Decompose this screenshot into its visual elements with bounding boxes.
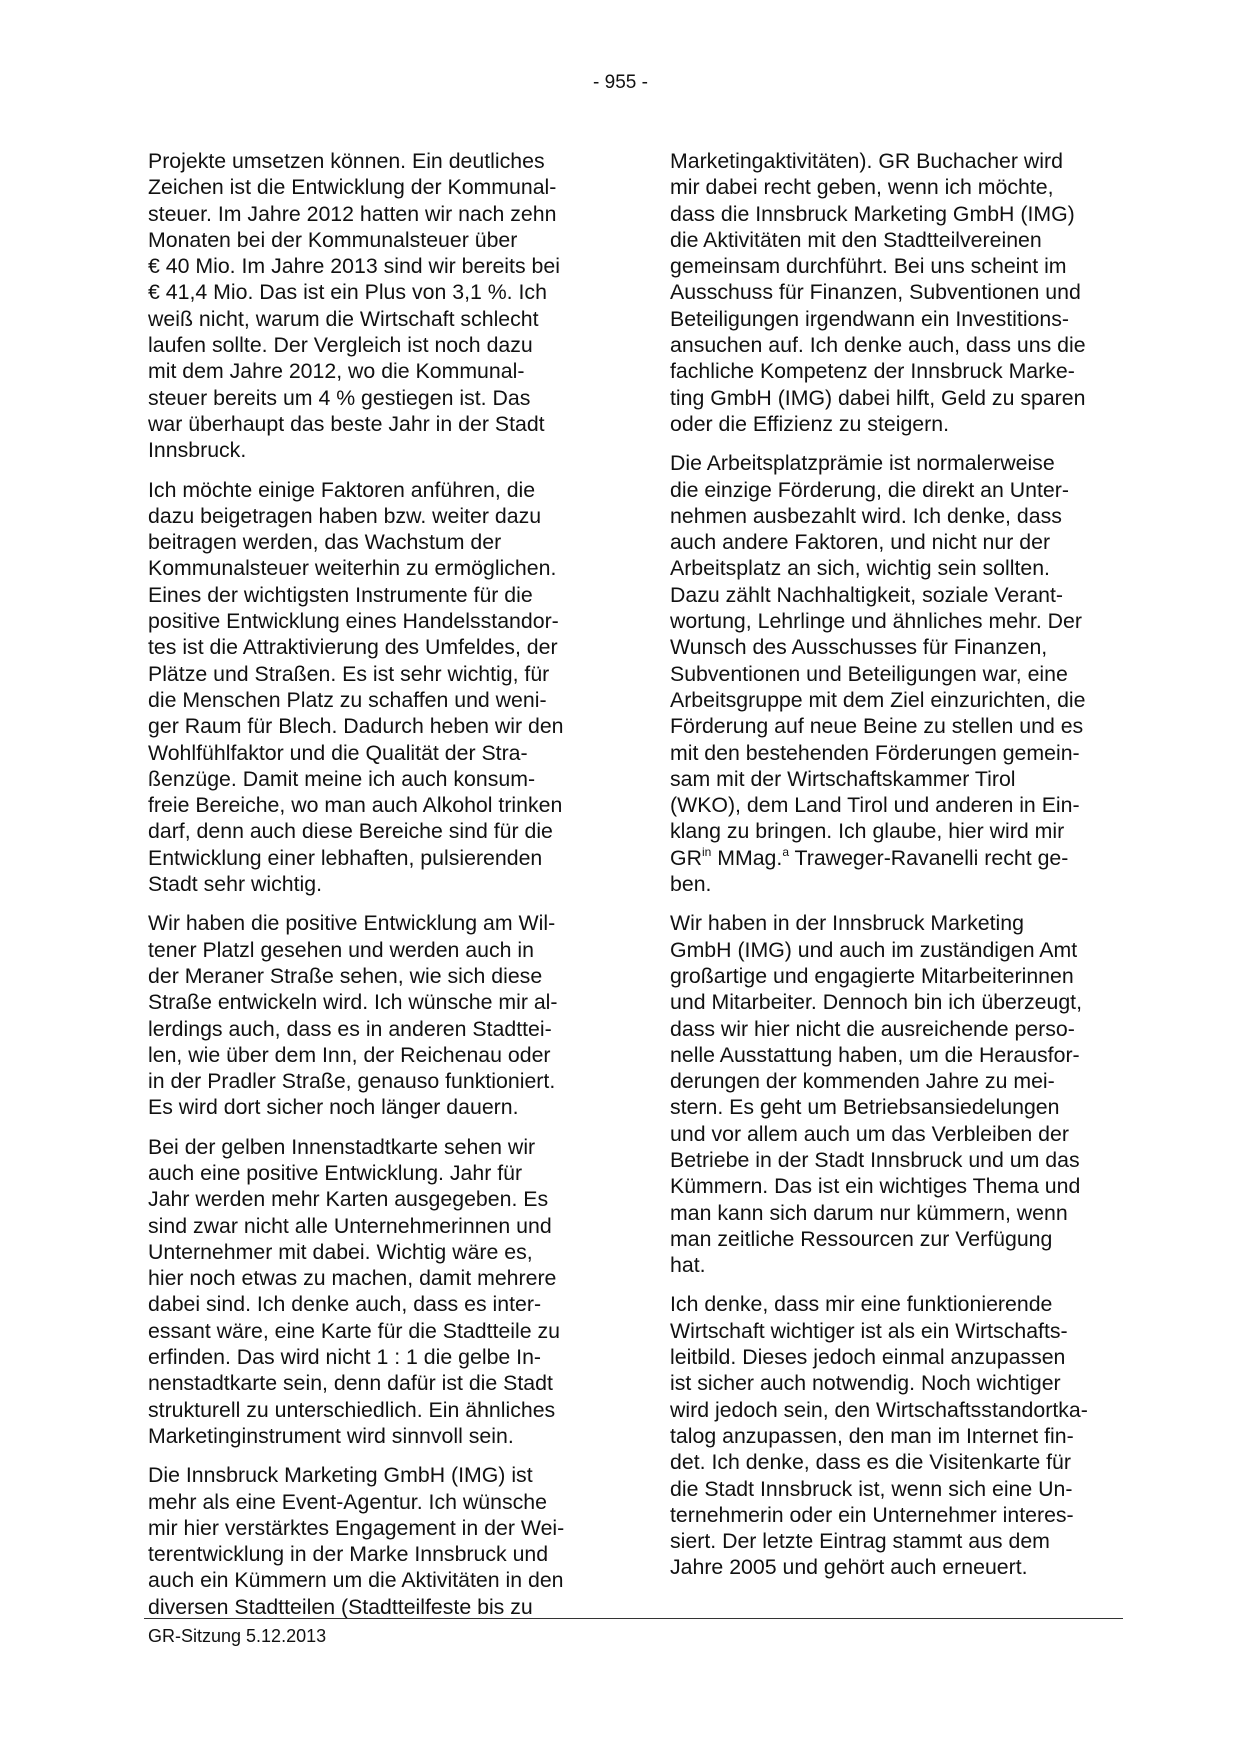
text-line: Wohlfühlfaktor und die Qualität der Stra-	[148, 740, 528, 765]
text-line: man zeitliche Ressourcen zur Verfügung	[670, 1226, 1053, 1251]
text-line: Arbeitsgruppe mit dem Ziel einzurichten, die	[670, 687, 1086, 712]
text-line: Wir haben die positive Entwicklung am Wil-	[148, 911, 556, 936]
text-line: talog anzupassen, den man im Internet fin-	[670, 1423, 1074, 1448]
text-line: Subventionen und Beteiligungen war, eine	[670, 661, 1068, 686]
text-line: mit den bestehenden Förderungen gemein-	[670, 740, 1080, 765]
text-line: und Mitarbeiter. Dennoch bin ich überzeugt,	[670, 990, 1082, 1015]
paragraph-4	[148, 1134, 600, 1450]
text-line: ansuchen auf. Ich denke auch, dass uns die	[670, 333, 1086, 358]
text-line: ßenzüge. Damit meine ich auch konsum-	[148, 766, 536, 791]
text-line: dabei sind. Ich denke auch, dass es inter-	[148, 1292, 542, 1317]
text-line: die Menschen Platz zu schaffen und weni-	[148, 687, 547, 712]
text-line: derungen der kommenden Jahre zu mei-	[670, 1069, 1055, 1094]
text-line: Die Innsbruck Marketing GmbH (IMG) ist	[148, 1463, 533, 1488]
page-number: - 955 -	[593, 72, 648, 93]
text-line: Es wird dort sicher noch länger dauern.	[148, 1095, 519, 1120]
text-line: Beteiligungen irgendwann ein Investitions-	[670, 306, 1069, 331]
text-line: Ich denke, dass mir eine funktionierende	[670, 1292, 1053, 1317]
paragraph-1	[148, 148, 600, 464]
text-line: Wir haben in der Innsbruck Marketing	[670, 911, 1024, 936]
superscript: a	[782, 844, 789, 859]
text-line: Ich möchte einige Faktoren anführen, die	[148, 477, 536, 502]
text-line: tener Platzl gesehen und werden auch in	[148, 937, 534, 962]
text-line: mir hier verstärktes Engagement in der Wei-	[148, 1515, 565, 1540]
text-line: positive Entwicklung eines Handelsstandor-	[148, 609, 559, 634]
text-line: dazu beigetragen haben bzw. weiter dazu	[148, 503, 542, 528]
text-line: Dazu zählt Nachhaltigkeit, soziale Verant-	[670, 582, 1064, 607]
text-line: die einzige Förderung, die direkt an Unter-	[670, 477, 1069, 502]
text-line: freie Bereiche, wo man auch Alkohol trinken	[148, 793, 563, 818]
text-line: lerdings auch, dass es in anderen Stadttei-	[148, 1016, 552, 1041]
text-line: Bei der gelben Innenstadtkarte sehen wir	[148, 1134, 536, 1159]
text-line: Entwicklung einer lebhaften, pulsierenden	[148, 845, 543, 870]
text-line: Kümmern. Das ist ein wichtiges Thema und	[670, 1174, 1081, 1199]
text-line: Innsbruck.	[148, 438, 247, 463]
text-line: nelle Ausstattung haben, um die Herausfor-	[670, 1042, 1080, 1067]
text-line: in der Pradler Straße, genauso funktioniert.	[148, 1069, 556, 1094]
text-line: stern. Es geht um Betriebsansiedelungen	[670, 1095, 1060, 1120]
text-line: steuer. Im Jahre 2012 hatten wir nach zehn	[148, 201, 557, 226]
text-line: siert. Der letzte Eintrag stammt aus dem	[670, 1529, 1050, 1554]
text-line: beitragen werden, das Wachstum der	[148, 530, 502, 555]
text-line: mir dabei recht geben, wenn ich möchte,	[670, 175, 1054, 200]
text-line: Stadt sehr wichtig.	[148, 872, 323, 897]
paragraph-8	[670, 910, 1122, 1278]
text-line: ting GmbH (IMG) dabei hilft, Geld zu sparen	[670, 385, 1086, 410]
text-line: Wirtschaft wichtiger ist als ein Wirtschafts-	[670, 1318, 1068, 1343]
text-line: darf, denn auch diese Bereiche sind für die	[148, 819, 553, 844]
text-line: GmbH (IMG) und auch im zuständigen Amt	[670, 937, 1078, 962]
text-line: Ausschuss für Finanzen, Subventionen und	[670, 280, 1081, 305]
text-line: len, wie über dem Inn, der Reichenau oder	[148, 1042, 551, 1067]
text-line: diversen Stadtteilen (Stadtteilfeste bis zu	[148, 1594, 533, 1619]
text-line: großartige und engagierte Mitarbeiterinnen	[670, 963, 1074, 988]
text-line: sam mit der Wirtschaftskammer Tirol	[670, 766, 1016, 791]
text-line: Marketinginstrument wird sinnvoll sein.	[148, 1423, 514, 1448]
text-line: Straße entwickeln wird. Ich wünsche mir al-	[148, 990, 558, 1015]
text-line: (WKO), dem Land Tirol und anderen in Ein-	[670, 793, 1080, 818]
text-line: steuer bereits um 4 % gestiegen ist. Das	[148, 385, 531, 410]
text-line: Unternehmer mit dabei. Wichtig wäre es,	[148, 1239, 533, 1264]
text-line: leitbild. Dieses jedoch einmal anzupassen	[670, 1345, 1066, 1370]
text-line: wird jedoch sein, den Wirtschaftsstandortka-	[670, 1397, 1088, 1422]
text-line: Förderung auf neue Beine zu stellen und es	[670, 714, 1084, 739]
footer-session-date: GR-Sitzung 5.12.2013	[148, 1626, 327, 1646]
right-column	[670, 148, 1122, 1594]
text-line: ben.	[670, 872, 712, 897]
paragraph-5	[148, 1462, 600, 1620]
text-line: ger Raum für Blech. Dadurch heben wir den	[148, 714, 564, 739]
text-line: man kann sich darum nur kümmern, wenn	[670, 1200, 1068, 1225]
text-line: klang zu bringen. Ich glaube, hier wird mir	[670, 819, 1065, 844]
text-line: Arbeitsplatz an sich, wichtig sein sollten.	[670, 556, 1050, 581]
text-line: nehmen ausbezahlt wird. Ich denke, dass	[670, 503, 1062, 528]
text-line-with-superscripts	[670, 845, 1122, 871]
text-line: € 40 Mio. Im Jahre 2013 sind wir bereits bei	[148, 254, 560, 279]
text-line: hat.	[670, 1253, 706, 1278]
text-line: mehr als eine Event-Agentur. Ich wünsche	[148, 1489, 547, 1514]
paragraph-3	[148, 910, 600, 1120]
text-line: essant wäre, eine Karte für die Stadtteile zu	[148, 1318, 560, 1343]
text-line: ist sicher auch notwendig. Noch wichtiger	[670, 1371, 1061, 1396]
text-line: oder die Effizienz zu steigern.	[670, 411, 949, 436]
text-line: Kommunalsteuer weiterhin zu ermöglichen.	[148, 556, 557, 581]
text-line: wortung, Lehrlinge und ähnliches mehr. Der	[670, 609, 1082, 634]
text-line: auch andere Faktoren, und nicht nur der	[670, 530, 1051, 555]
text-line: der Meraner Straße sehen, wie sich diese	[148, 963, 543, 988]
text-line: Betriebe in der Stadt Innsbruck und um das	[670, 1147, 1080, 1172]
text-line: Plätze und Straßen. Es ist sehr wichtig, für	[148, 661, 550, 686]
text-line: die Stadt Innsbruck ist, wenn sich eine Un-	[670, 1476, 1073, 1501]
text-line: auch ein Kümmern um die Aktivitäten in den	[148, 1568, 564, 1593]
text-line: Monaten bei der Kommunalsteuer über	[148, 227, 518, 252]
paragraph-9	[670, 1291, 1122, 1580]
text-line: hier noch etwas zu machen, damit mehrere	[148, 1266, 557, 1291]
footer-divider	[144, 1618, 1123, 1619]
text-line: Jahre 2005 und gehört auch erneuert.	[670, 1555, 1028, 1580]
text-line: Eines der wichtigsten Instrumente für die	[148, 582, 533, 607]
text-line: tes ist die Attraktivierung des Umfeldes, der	[148, 635, 558, 660]
text-line: dass wir hier nicht die ausreichende perso-	[670, 1016, 1075, 1041]
text-line: Projekte umsetzen können. Ein deutliches	[148, 149, 545, 173]
text-line: terentwicklung in der Marke Innsbruck und	[148, 1542, 549, 1567]
text-line: det. Ich denke, dass es die Visitenkarte für	[670, 1450, 1071, 1475]
text-line: Marketingaktivitäten). GR Buchacher wird	[670, 149, 1063, 173]
text-line: Die Arbeitsplatzprämie ist normalerweise	[670, 451, 1055, 476]
text-line: fachliche Kompetenz der Innsbruck Marke-	[670, 359, 1075, 384]
paragraph-6	[670, 148, 1122, 437]
text-line: € 41,4 Mio. Das ist ein Plus von 3,1 %. Ich	[148, 280, 547, 305]
text-line: dass die Innsbruck Marketing GmbH (IMG)	[670, 201, 1075, 226]
text-line: gemeinsam durchführt. Bei uns scheint im	[670, 254, 1067, 279]
text-line: auch eine positive Entwicklung. Jahr für	[148, 1160, 523, 1185]
text-line: weiß nicht, warum die Wirtschaft schlecht	[148, 306, 539, 331]
text-line: war überhaupt das beste Jahr in der Stadt	[148, 411, 545, 436]
text-line: nenstadtkarte sein, denn dafür ist die Stadt	[148, 1371, 553, 1396]
paragraph-7	[670, 450, 1122, 897]
title-prefix: GR	[670, 845, 702, 870]
text-line: laufen sollte. Der Vergleich ist noch dazu	[148, 333, 533, 358]
text-line: sind zwar nicht alle Unternehmerinnen und	[148, 1213, 552, 1238]
text-line: die Aktivitäten mit den Stadtteilvereinen	[670, 227, 1042, 252]
paragraph-2	[148, 477, 600, 898]
text-line: und vor allem auch um das Verbleiben der	[670, 1121, 1069, 1146]
text-line: strukturell zu unterschiedlich. Ein ähnliches	[148, 1397, 556, 1422]
text-line: erfinden. Das wird nicht 1 : 1 die gelbe In-	[148, 1345, 542, 1370]
text-line: Wunsch des Ausschusses für Finanzen,	[670, 635, 1048, 660]
title-suffix: Traweger-Ravanelli recht ge-	[789, 845, 1069, 870]
text-line: mit dem Jahre 2012, wo die Kommunal-	[148, 359, 525, 384]
text-line: ternehmerin oder ein Unternehmer interes-	[670, 1502, 1074, 1527]
text-line: Jahr werden mehr Karten ausgegeben. Es	[148, 1187, 549, 1212]
left-column	[148, 148, 600, 1633]
text-line: Zeichen ist die Entwicklung der Kommunal-	[148, 175, 557, 200]
title-middle: MMag.	[711, 845, 783, 870]
superscript: in	[701, 844, 712, 859]
